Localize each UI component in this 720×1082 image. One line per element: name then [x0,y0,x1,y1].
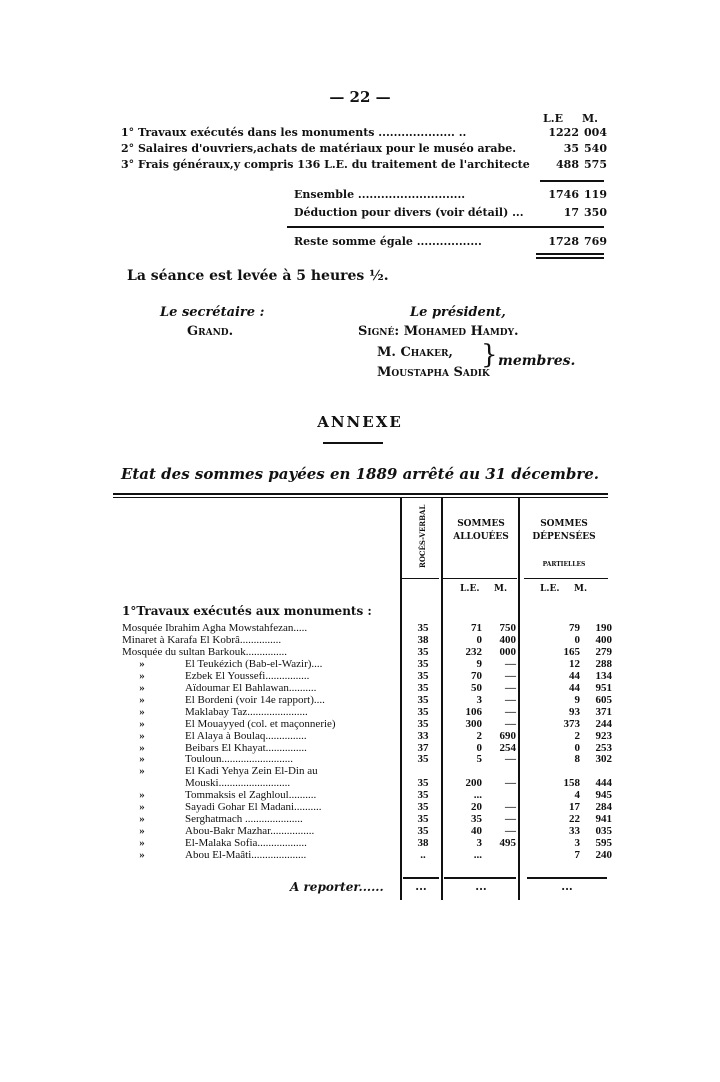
subtotal-rule [540,180,604,182]
header-partielles: PARTIELLES [542,561,586,568]
row-proces-verbal: 35 [417,789,429,802]
row-depensees-m: 284 [595,801,612,814]
ditto-mark: » [139,789,145,802]
section-title: 1°Travaux exécutés aux monuments : [122,604,372,618]
summary-row-m: 540 [584,142,607,155]
bottom-rule [527,877,607,879]
row-depensees-le: 44 [569,681,580,694]
header-rule [402,578,439,579]
row-depensees-m: 951 [595,681,612,694]
row-depensees-le: 7 [574,849,580,862]
row-depensees-m: 595 [595,837,612,850]
row-allouees-m: — [505,813,516,826]
row-allouees-m: 400 [499,633,516,646]
row-allouees-le: 300 [465,717,482,730]
row-allouees-le: 40 [471,825,482,838]
ditto-mark: » [139,717,145,730]
total-row-m: 350 [584,206,607,219]
row-label: Sayadi Gohar El Madani.......... [185,801,322,814]
row-label: Touloun.......................... [185,753,294,766]
row-depensees-le: 93 [569,705,580,718]
ditto-mark: » [139,741,145,754]
ditto-mark: » [139,849,145,862]
row-depensees-m: 240 [595,849,612,862]
row-allouees-le: 70 [471,669,482,682]
ditto-mark: » [139,669,145,682]
row-depensees-le: 22 [569,813,580,826]
row-allouees-le: 5 [476,753,482,766]
summary-col-le: L.E [543,112,563,125]
header-depensees: SOMMES DÉPENSÉES [532,519,596,543]
row-depensees-m: 288 [595,657,612,670]
row-label: Beibars El Khayat............... [185,741,307,754]
final-row-le: 1728 [548,235,579,248]
ditto-mark: » [139,765,145,778]
deduction-rule [287,226,604,228]
secretary-title: Le secrétaire : [160,305,265,320]
row-depensees-m: 444 [595,777,612,790]
row-depensees-le: 9 [574,693,580,706]
row-depensees-m: 400 [595,633,612,646]
annexe-rule [323,442,383,444]
page-number: — 22 — [329,88,391,106]
row-depensees-m: 253 [595,741,612,754]
ditto-mark: » [139,681,145,694]
row-allouees-m: — [505,705,516,718]
row-depensees-m: 134 [595,669,612,682]
final-row-label: Reste somme égale ................. [294,235,482,248]
row-proces-verbal: 37 [417,741,429,754]
row-label: Maklabay Taz...................... [185,705,308,718]
row-proces-verbal: 33 [417,729,429,742]
row-depensees-le: 79 [569,622,580,634]
annexe-heading: ANNEXE [317,413,403,431]
summary-col-m: M. [582,112,599,125]
summary-row-m: 004 [584,126,607,139]
members-label: membres. [498,353,576,369]
carry-depensees: ... [561,880,573,893]
row-depensees-le: 373 [563,717,580,730]
row-proces-verbal: 35 [417,657,429,670]
row-depensees-le: 33 [569,825,580,838]
final-row-m: 769 [584,235,607,248]
row-allouees-m: — [505,669,516,682]
row-label: Abou-Bakr Mazhar................ [185,825,315,838]
row-depensees-le: 0 [574,633,580,646]
row-depensees-le: 165 [563,645,580,658]
row-proces-verbal: 35 [417,717,429,730]
president-title: Le président, [410,305,506,320]
row-label: Aïdoumar El Bahlawan.......... [185,681,317,694]
row-allouees-le: 2 [476,729,482,742]
row-proces-verbal: 35 [417,813,429,826]
row-allouees-le: ... [473,849,482,862]
row-allouees-m: — [505,681,516,694]
row-label: Mosquée du sultan Barkouk............... [122,645,287,658]
row-allouees-m: 690 [499,729,516,742]
row-allouees-m: 495 [499,837,516,850]
header-alloc-le: L.E. [460,584,480,594]
summary-row-le: 1222 [548,126,579,139]
row-allouees-le: 9 [476,657,482,670]
row-allouees-le: 0 [476,633,482,646]
row-allouees-le: 20 [471,801,482,814]
row-proces-verbal: 35 [417,669,429,682]
row-depensees-le: 8 [574,753,580,766]
closing-statement: La séance est levée à 5 heures ½. [127,268,389,284]
members-brace: } [481,340,498,370]
row-label: Minaret à Karafa El Kobrâ............... [122,633,282,646]
header-rule [524,578,608,579]
ditto-mark: » [139,705,145,718]
total-row-le: 17 [563,206,579,219]
row-label: Mouski.......................... [185,777,291,790]
row-allouees-m: — [505,753,516,766]
carry-allouees: ... [475,880,487,893]
column-divider [518,498,520,900]
header-dep-le: L.E. [540,584,560,594]
row-label: Serghatmach ..................... [185,813,303,826]
row-allouees-le: 35 [471,813,482,826]
row-label: Ezbek El Youssefi................ [185,669,310,682]
table-top-rule [113,493,608,495]
row-allouees-le: 232 [465,645,482,658]
header-dep-m: M. [574,584,588,594]
row-allouees-le: 3 [476,693,482,706]
summary-row-label: 2° Salaires d'ouvriers,achats de matériaux pour le muséo arabe. [121,142,517,155]
row-proces-verbal: 35 [417,801,429,814]
final-double-rule-bottom [536,257,604,259]
row-allouees-le: 71 [471,622,482,634]
row-allouees-m: — [505,801,516,814]
president-signature: Signé: Mohamed Hamdy. [358,324,519,339]
row-label: El Bordeni (voir 14e rapport).... [185,693,325,706]
row-allouees-m: 254 [499,741,516,754]
header-alloc-m: M. [494,584,508,594]
row-depensees-le: 17 [569,801,580,814]
carry-label: A reporter...... [290,880,384,894]
row-proces-verbal: 35 [417,622,429,634]
member-name: Moustapha Sadik [377,365,490,380]
row-allouees-le: 200 [465,777,482,790]
bottom-rule [444,877,516,879]
row-allouees-m: — [505,825,516,838]
row-depensees-le: 3 [574,837,580,850]
row-allouees-m: — [505,693,516,706]
total-row-le: 1746 [548,188,579,201]
row-depensees-m: 190 [595,622,612,634]
ditto-mark: » [139,825,145,838]
ditto-mark: » [139,657,145,670]
row-proces-verbal: 35 [417,753,429,766]
row-allouees-le: 0 [476,741,482,754]
row-depensees-le: 4 [574,789,580,802]
header-proces-verbal: ROCÈS-VERBAL [418,504,427,568]
row-allouees-le: 3 [476,837,482,850]
ditto-mark: » [139,801,145,814]
row-depensees-m: 279 [595,645,612,658]
row-allouees-m: — [505,657,516,670]
column-divider [441,498,443,900]
row-allouees-m: — [505,777,516,790]
final-double-rule-top [536,253,604,255]
row-label: Mosquée Ibrahim Agha Mowstahfezan..... [122,622,308,634]
row-proces-verbal: 38 [417,633,429,646]
row-depensees-m: 941 [595,813,612,826]
row-label: El Teukézich (Bab-el-Wazir).... [185,657,323,670]
row-proces-verbal: 35 [417,777,429,790]
row-proces-verbal: 35 [417,681,429,694]
secretary-name: Grand. [187,324,234,339]
ditto-mark: » [139,729,145,742]
row-depensees-le: 0 [574,741,580,754]
row-allouees-le: ... [473,789,482,802]
row-label: El Alaya à Boulaq............... [185,729,307,742]
row-proces-verbal: 38 [417,837,429,850]
row-allouees-le: 50 [471,681,482,694]
header-allouees: SOMMES ALLOUÉES [453,519,509,543]
row-depensees-le: 2 [574,729,580,742]
summary-row-label: 3° Frais généraux,y compris 136 L.E. du traitement de l'architecte [121,158,530,171]
table-top-rule-thin [113,497,608,498]
row-depensees-le: 12 [569,657,580,670]
bottom-rule [403,877,439,879]
carry-pv: ... [415,880,427,893]
row-depensees-m: 244 [595,717,612,730]
row-proces-verbal: .. [420,849,426,862]
row-allouees-m: — [505,717,516,730]
row-depensees-m: 923 [595,729,612,742]
ditto-mark: » [139,837,145,850]
row-allouees-m: 750 [499,622,516,634]
ditto-mark: » [139,813,145,826]
row-label: Abou El-Maâti.................... [185,849,307,862]
summary-row-m: 575 [584,158,607,171]
row-allouees-m: 000 [499,645,516,658]
total-row-m: 119 [584,188,607,201]
row-allouees-le: 106 [465,705,482,718]
summary-row-label: 1° Travaux exécutés dans les monuments .................... .. [121,126,467,139]
row-depensees-le: 44 [569,669,580,682]
row-proces-verbal: 35 [417,693,429,706]
annexe-subtitle: Etat des sommes payées en 1889 arrêté au 31 décembre. [120,465,600,483]
row-proces-verbal: 35 [417,825,429,838]
row-label: El Mouayyed (col. et maçonnerie) [185,717,336,730]
row-depensees-m: 945 [595,789,612,802]
total-row-label: Déduction pour divers (voir détail) ... [294,206,524,219]
row-proces-verbal: 35 [417,705,429,718]
ditto-mark: » [139,693,145,706]
column-divider [400,498,402,900]
summary-row-le: 488 [556,158,579,171]
member-name: M. Chaker, [377,345,453,360]
total-row-label: Ensemble ............................ [294,188,466,201]
row-depensees-m: 302 [595,753,612,766]
row-depensees-m: 605 [595,693,612,706]
row-proces-verbal: 35 [417,645,429,658]
row-depensees-m: 371 [595,705,612,718]
header-rule [443,578,517,579]
row-label: El-Malaka Sofia.................. [185,837,307,850]
summary-row-le: 35 [563,142,579,155]
ditto-mark: » [139,753,145,766]
row-label: Tommaksis el Zaghloul.......... [185,789,317,802]
row-label: El Kadi Yehya Zein El-Din au [185,765,318,778]
row-depensees-m: 035 [595,825,612,838]
row-depensees-le: 158 [563,777,580,790]
